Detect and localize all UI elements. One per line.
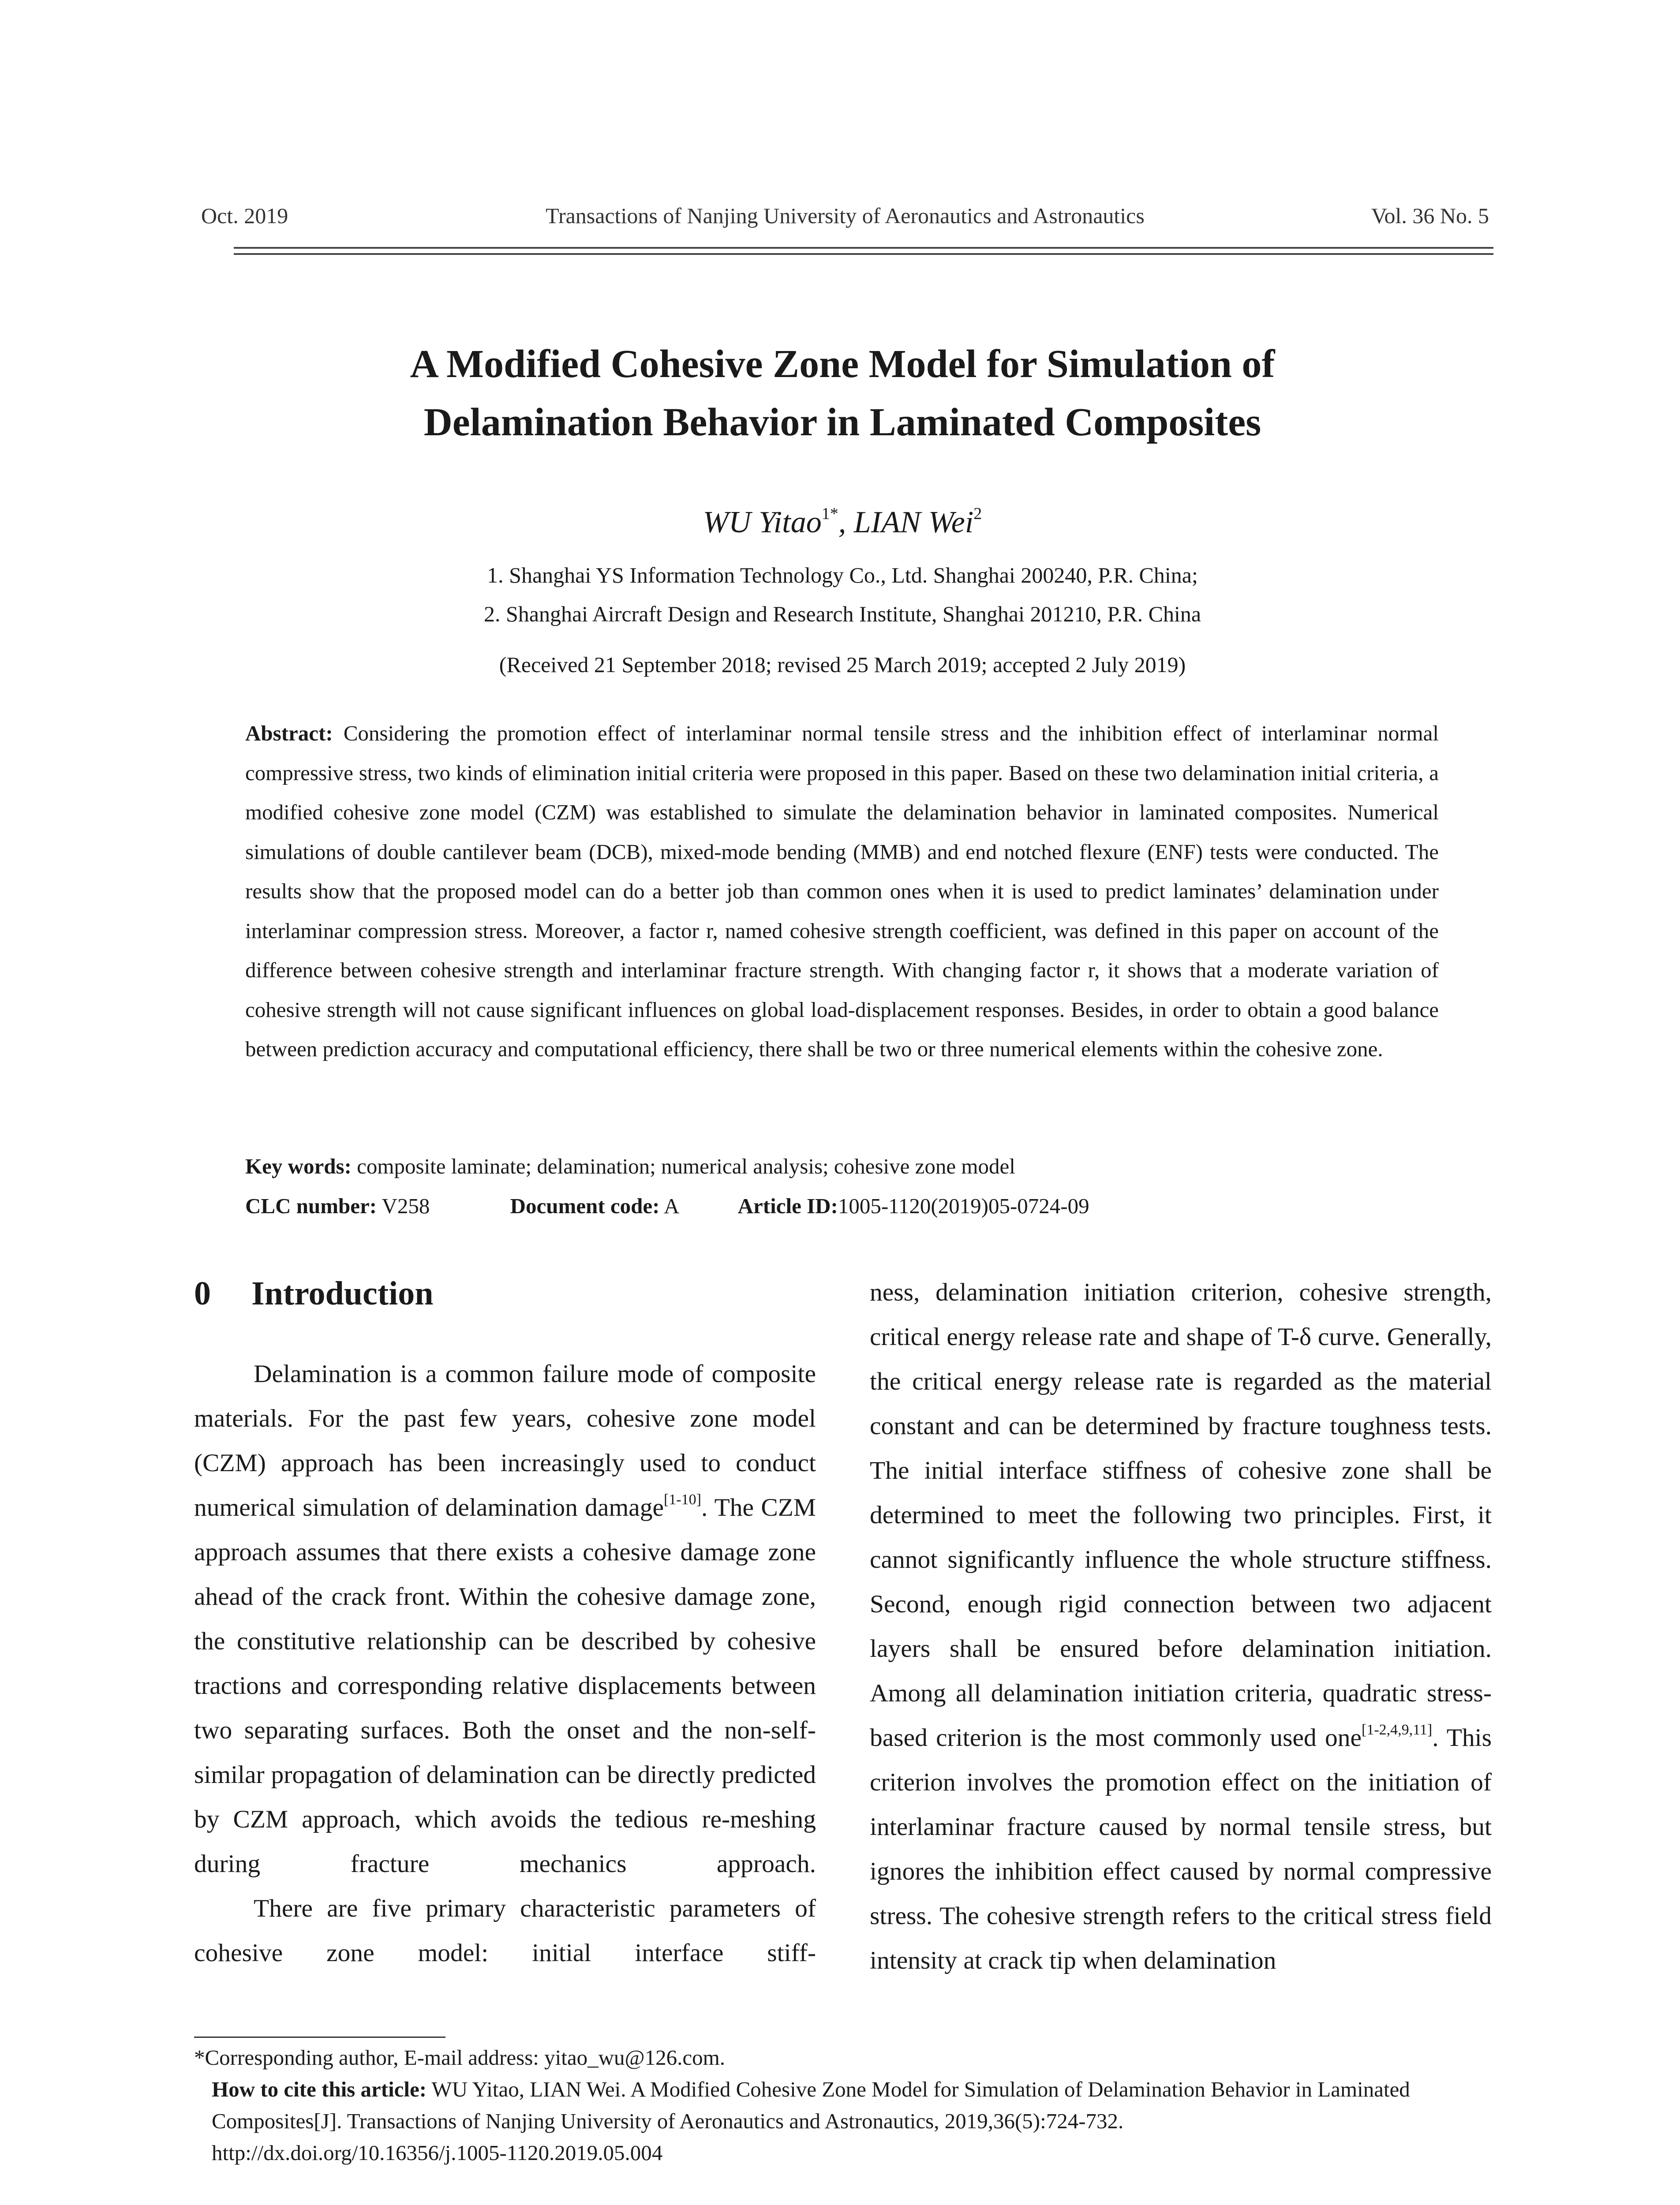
- journal-name: Transactions of Nanjing University of Aeronautics and Astronautics: [546, 203, 1145, 228]
- left-column: [194, 1352, 816, 1975]
- affiliation-1: 1. Shanghai YS Information Technology Co., Ltd. Shanghai 200240, P.R. China;: [487, 563, 1198, 587]
- body-paragraph-2-continued: [870, 1270, 1492, 1983]
- abstract: [245, 714, 1439, 1069]
- affiliations: [221, 556, 1464, 633]
- document-code-value: A: [664, 1194, 680, 1218]
- section-heading: [194, 1274, 433, 1313]
- author-list: [221, 494, 1464, 542]
- paragraph-2-text-end: . This criterion involves the promotion effect on the initiation of interlaminar fracture caused by normal tensile stress, but ignores the inhibition effect caused by normal compressive stress. The cohesive strength refers to the critical stress field intensity at crack tip when delamination: [870, 1724, 1492, 1974]
- received-dates: (Received 21 September 2018; revised 25 March 2019; accepted 2 July 2019): [499, 652, 1186, 677]
- document-code-label: Document code:: [510, 1194, 660, 1218]
- keywords-text: composite laminate; delamination; numerical analysis; cohesive zone model: [357, 1154, 1015, 1178]
- classification-line: [245, 1186, 1439, 1226]
- article-id-label: Article ID:: [737, 1194, 838, 1218]
- header-rule-bottom: [234, 253, 1493, 255]
- body-paragraph-1: [194, 1352, 816, 1886]
- citation-ref: [1-10]: [663, 1491, 701, 1508]
- author-separator: ,: [838, 505, 854, 539]
- keywords: [245, 1147, 1439, 1186]
- corresponding-author-note: *Corresponding author, E-mail address: yitao_wu@126.com.: [194, 2045, 725, 2070]
- paper-title: [221, 335, 1464, 452]
- author-2-affiliation-mark: 2: [973, 505, 982, 523]
- footnotes: [194, 2042, 1500, 2169]
- abstract-text: Considering the promotion effect of interlaminar normal tensile stress and the inhibition effect of interlaminar normal compressive stress, two kinds of elimination initial criteria were proposed in this paper. Based on these two delamination initial criteria, a modified cohesive zone model (CZM) was established to simulate the delamination behavior in laminated composites. Numerical simulations of double cantilever beam (DCB), mixed-mode bending (MMB) and end notched flexure (ENF) tests were conducted. The results show that the proposed model can do a better job than common ones when it is used to predict laminates’ delamination under interlaminar compression stress. Moreover, a factor r, named cohesive strength coefficient, was defined in this paper on account of the difference between cohesive strength and interlaminar fracture strength. With changing factor r, it shows that a moderate variation of cohesive strength will not cause significant influences on global load-displacement responses. Besides, in order to obtain a good balance between prediction accuracy and computational efficiency, there shall be two or three numerical elements within the cohesive zone.: [245, 721, 1439, 1061]
- paragraph-1-text-a: Delamination is a common failure mode of composite materials. For the past few years, cohesive zone model (CZM) approach has been increasingly used to conduct numerical simulation of delamination damage: [194, 1360, 816, 1521]
- affiliation-2: 2. Shanghai Aircraft Design and Research Institute, Shanghai 201210, P.R. China: [483, 602, 1201, 626]
- paragraph-2-text-cont: ness, delamination initiation criterion, cohesive strength, critical energy release rate and shape of T-δ curve. Generally, the critical energy release rate is regarded as the material constant and can be determined by fracture toughness tests. The initial interface stiffness of cohesive zone shall be determined to meet the following two principles. First, it cannot significantly influence the whole structure stiffness. Second, enough rigid connection between two adjacent layers shall be ensured before delamination initiation. Among all delamination initiation criteria, quadratic stress-based criterion is the most commonly used one: [870, 1278, 1492, 1752]
- citation-ref: [1-2,4,9,11]: [1362, 1722, 1433, 1738]
- running-header: [201, 203, 1489, 238]
- title-line-2: Delamination Behavior in Laminated Composites: [423, 400, 1261, 444]
- issue-date: Oct. 2019: [201, 203, 288, 228]
- right-column: [870, 1270, 1492, 1983]
- author-1-affiliation-mark: 1*: [821, 505, 838, 523]
- author-2: LIAN Wei: [853, 505, 974, 539]
- doi-link[interactable]: http://dx.doi.org/10.16356/j.1005-1120.2019.05.004: [212, 2141, 663, 2165]
- volume-number: Vol. 36 No. 5: [1371, 203, 1489, 228]
- section-number: 0: [194, 1275, 211, 1312]
- footnote-rule: [194, 2037, 445, 2038]
- paragraph-1-text-b: . The CZM approach assumes that there exists a cohesive damage zone ahead of the crack front. Within the cohesive damage zone, the constitutive relationship can be described by cohesive tractions and corresponding relative displacements between two separating surfaces. Both the onset and the non-self-similar propagation of delamination can be directly predicted by CZM approach, which avoids the tedious re-meshing during fracture mechanics approach.: [194, 1494, 816, 1878]
- citation-label: How to cite this article:: [212, 2077, 427, 2101]
- citation-text: WU Yitao, LIAN Wei. A Modified Cohesive Zone Model for Simulation of Delamination Behavior in Laminated Composites[J]. Transactions of Nanjing University of Aeronautics and Astronautics, 2019,36(5):724-732.: [212, 2077, 1410, 2133]
- keywords-label: Key words:: [245, 1154, 352, 1178]
- title-line-1: A Modified Cohesive Zone Model for Simulation of: [410, 342, 1275, 386]
- citation-note: [194, 2074, 1500, 2137]
- author-1: WU Yitao: [703, 505, 822, 539]
- clc-value: V258: [382, 1194, 430, 1218]
- body-paragraph-2: There are five primary characteristic parameters of cohesive zone model: initial interface stiff-: [194, 1895, 816, 1967]
- abstract-label: Abstract:: [245, 721, 333, 745]
- section-title: Introduction: [251, 1275, 434, 1312]
- clc-label: CLC number:: [245, 1194, 377, 1218]
- header-rule-top: [234, 247, 1493, 249]
- article-id-value: 1005-1120(2019)05-0724-09: [838, 1194, 1089, 1218]
